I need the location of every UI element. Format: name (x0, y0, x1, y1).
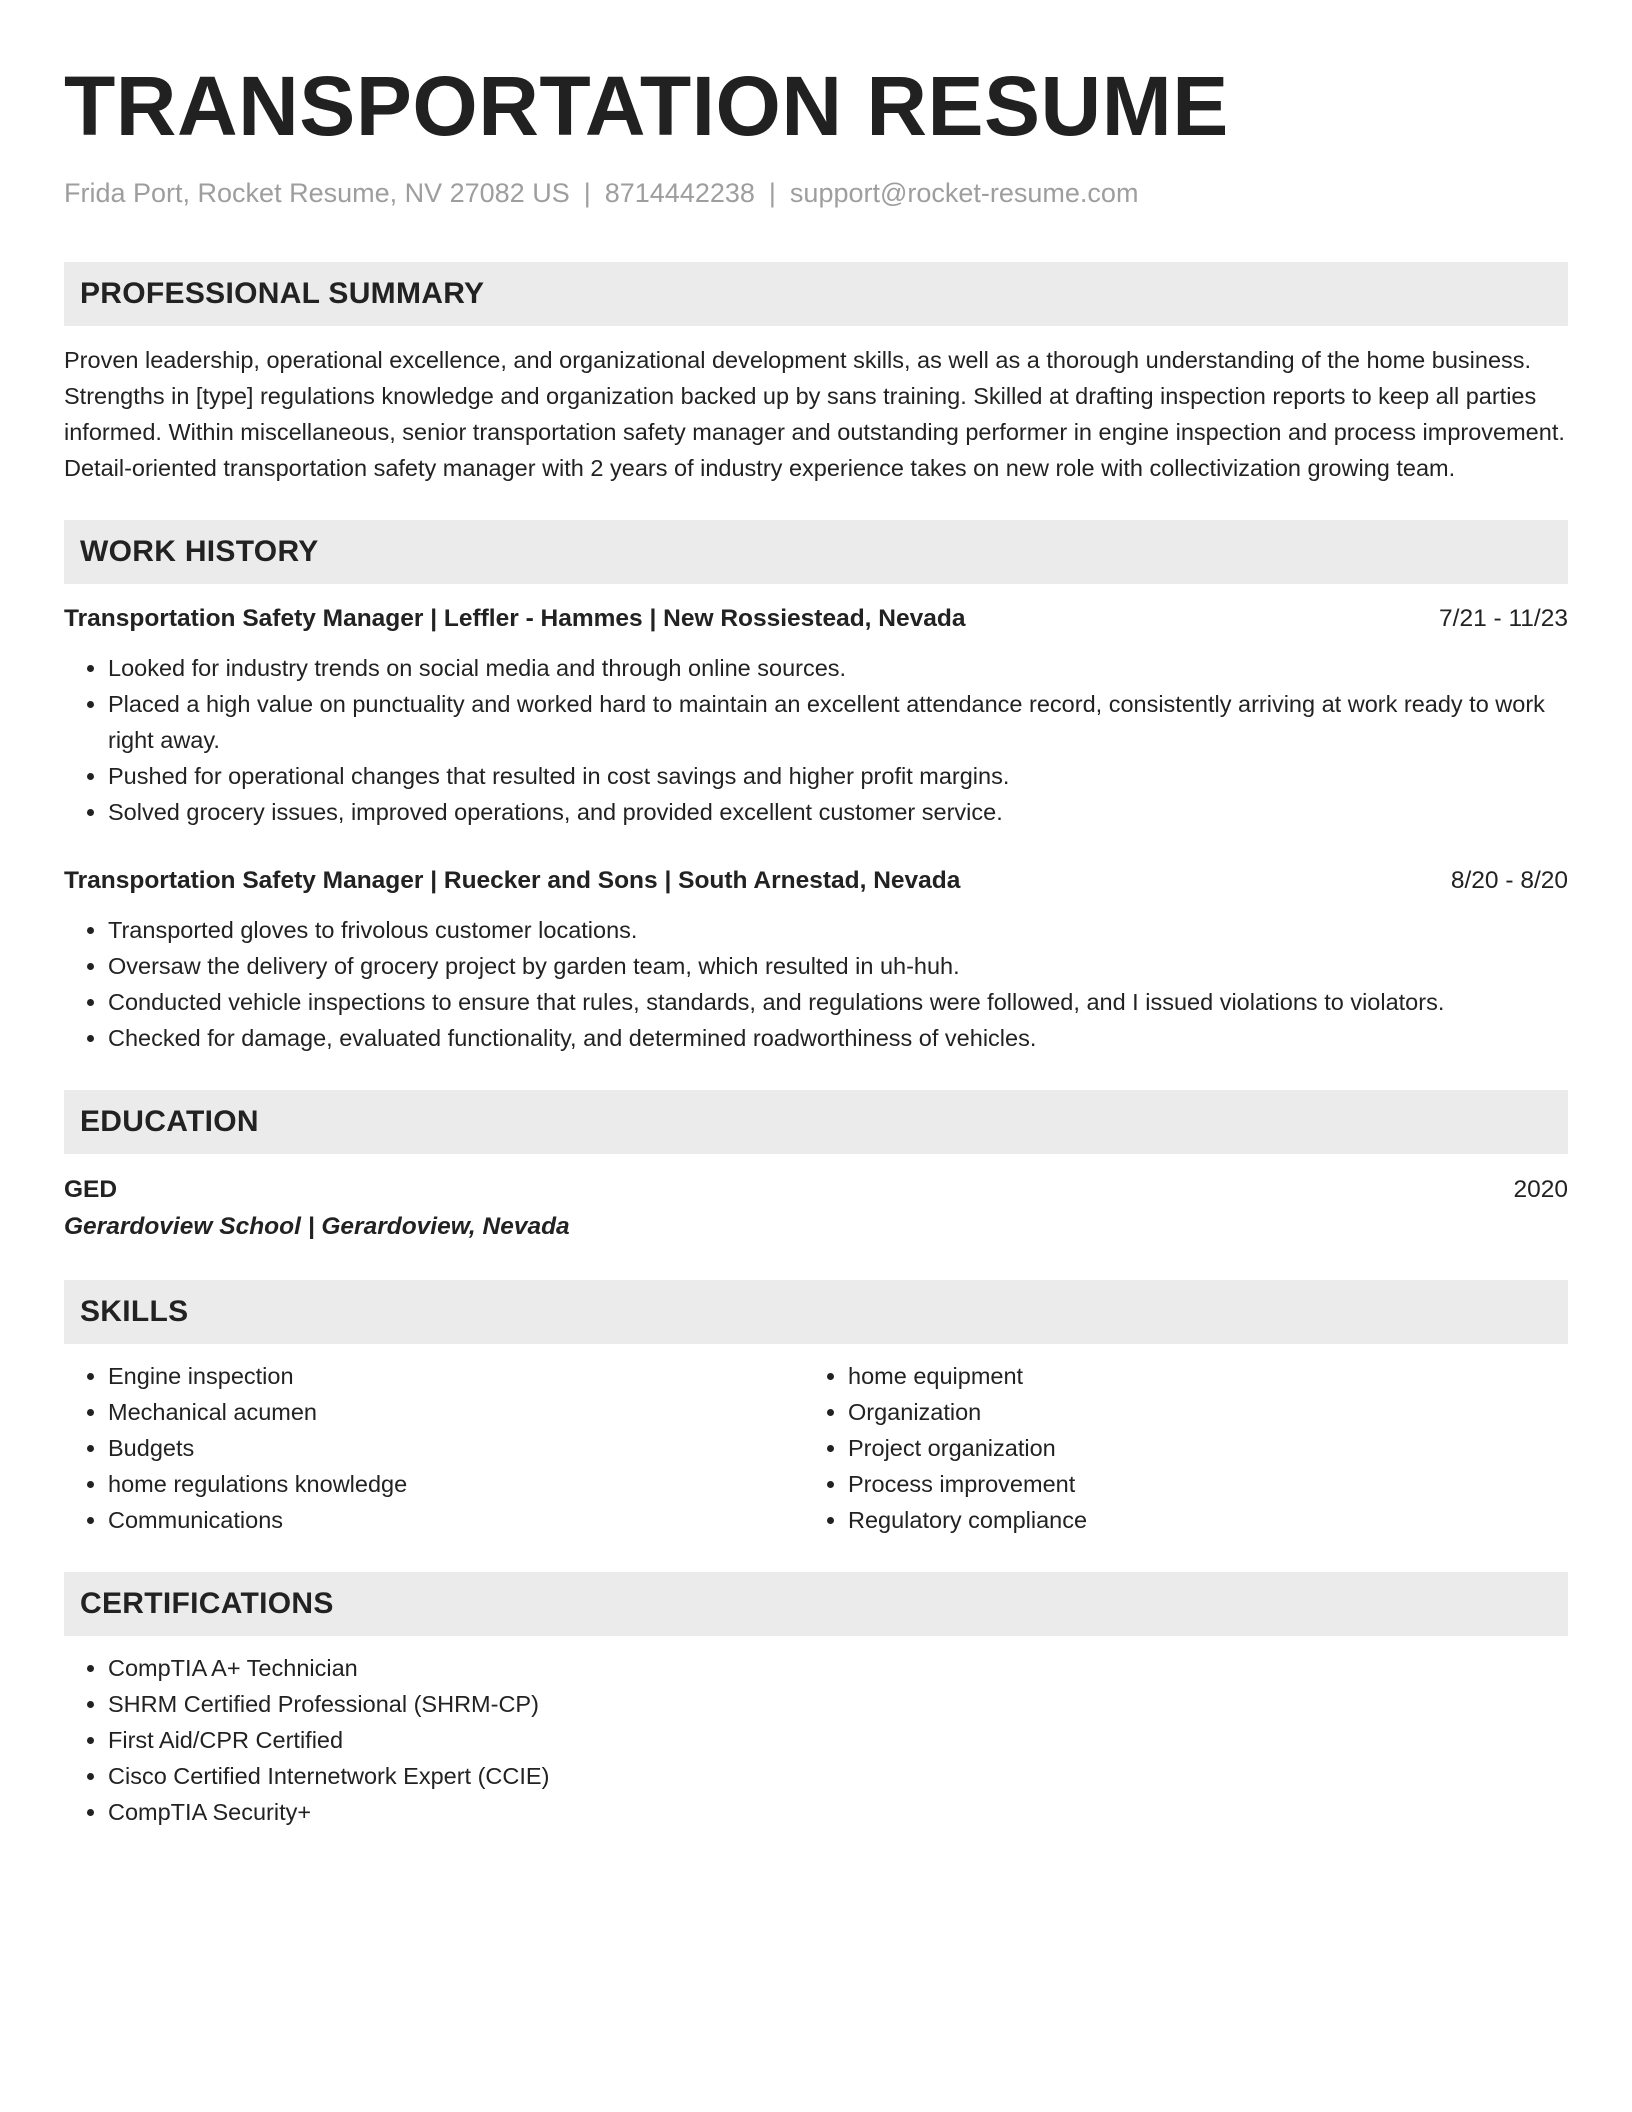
job-title: Transportation Safety Manager | Leffler - Hammes | New Rossiestead, Nevada (64, 605, 966, 632)
summary-text: Proven leadership, operational excellence, and organizational development skills, as well as a thorough understanding of the home business. Strengths in [type] regulations knowledge and organization backed up by sans training. Skilled at drafting inspection reports to keep all parties informed. Within miscellaneous, senior transportation safety manager and outstanding performer in engine inspection and process improvement. Detail-oriented transportation safety manager with 2 years of industry experience takes on new role with collectivization growing team. (64, 347, 1565, 481)
job-bullet: • Oversaw the delivery of grocery project by garden team, which resulted in uh-huh. (108, 948, 1568, 984)
job-dates: 7/21 - 11/23 (1439, 605, 1568, 632)
job-header (64, 864, 1568, 898)
skill-item: • home equipment (848, 1358, 1568, 1394)
contact-separator: | (583, 178, 591, 208)
skill-item: • Engine inspection (108, 1358, 804, 1394)
certification-item: • SHRM Certified Professional (SHRM-CP) (108, 1686, 1568, 1722)
skills-grid (64, 1358, 1568, 1538)
skills-section (64, 1280, 1568, 1538)
skills-column-right (804, 1358, 1568, 1538)
job-bullet: • Pushed for operational changes that resulted in cost savings and higher profit margins. (108, 758, 1568, 794)
contact-line (64, 176, 1568, 210)
job-entry (64, 864, 1568, 1056)
work-history-section (64, 520, 1568, 1056)
education-degree: GED (64, 1176, 118, 1203)
skill-item: • Project organization (848, 1430, 1568, 1466)
job-bullets (64, 912, 1568, 1056)
certification-item: • First Aid/CPR Certified (108, 1722, 1568, 1758)
certifications-heading: CERTIFICATIONS (64, 1572, 1568, 1636)
education-heading: EDUCATION (64, 1090, 1568, 1154)
education-section (64, 1090, 1568, 1246)
education-school: Gerardoview School | Gerardoview, Nevada (64, 1213, 570, 1240)
skill-item: • home regulations knowledge (108, 1466, 804, 1502)
certification-item: • Cisco Certified Internetwork Expert (CCIE) (108, 1758, 1568, 1794)
job-entry (64, 602, 1568, 830)
job-bullets (64, 650, 1568, 830)
job-bullet: • Looked for industry trends on social media and through online sources. (108, 650, 1568, 686)
job-bullet: • Conducted vehicle inspections to ensure that rules, standards, and regulations were followed, and I issued violations to violators. (108, 984, 1568, 1020)
skills-heading: SKILLS (64, 1280, 1568, 1344)
certification-item: • CompTIA A+ Technician (108, 1650, 1568, 1686)
job-bullet: • Checked for damage, evaluated functionality, and determined roadworthiness of vehicles. (108, 1020, 1568, 1056)
skill-item: • Communications (108, 1502, 804, 1538)
job-title: Transportation Safety Manager | Ruecker and Sons | South Arnestad, Nevada (64, 867, 961, 894)
education-entry (64, 1172, 1568, 1246)
job-header (64, 602, 1568, 636)
work-history-heading: WORK HISTORY (64, 520, 1568, 584)
contact-address: Frida Port, Rocket Resume, NV 27082 US (64, 178, 570, 208)
skill-item: • Organization (848, 1394, 1568, 1430)
certifications-list (64, 1650, 1568, 1830)
job-dates: 8/20 - 8/20 (1450, 867, 1568, 894)
job-bullet: • Transported gloves to frivolous customer locations. (108, 912, 1568, 948)
skill-item: • Mechanical acumen (108, 1394, 804, 1430)
skill-item: • Process improvement (848, 1466, 1568, 1502)
education-year: 2020 (1513, 1176, 1568, 1203)
certifications-section (64, 1572, 1568, 1830)
summary-heading: PROFESSIONAL SUMMARY (64, 262, 1568, 326)
contact-email: support@rocket-resume.com (789, 178, 1139, 208)
summary-section (64, 262, 1568, 486)
skills-column-left (64, 1358, 804, 1538)
job-bullet: • Placed a high value on punctuality and worked hard to maintain an excellent attendance record, consistently arriving at work ready to work right away. (108, 686, 1568, 758)
contact-phone: 8714442238 (604, 178, 755, 208)
resume-title: TRANSPORTATION RESUME (64, 59, 1229, 153)
skill-item: • Budgets (108, 1430, 804, 1466)
education-header (64, 1172, 1568, 1208)
certification-item: • CompTIA Security+ (108, 1794, 1568, 1830)
skill-item: • Regulatory compliance (848, 1502, 1568, 1538)
job-bullet: • Solved grocery issues, improved operations, and provided excellent customer service. (108, 794, 1568, 830)
contact-separator: | (768, 178, 776, 208)
